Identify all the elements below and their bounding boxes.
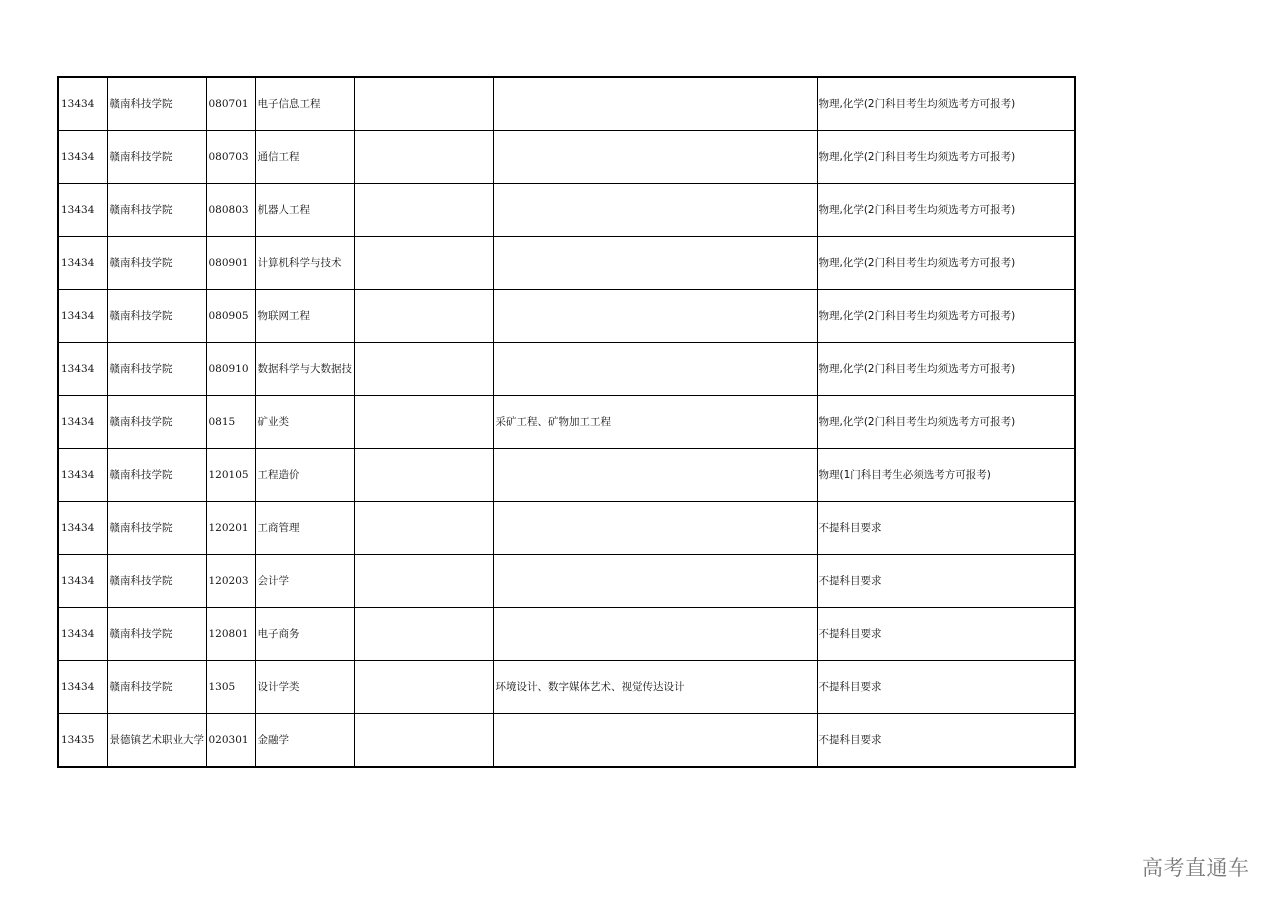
- school-name-cell: 赣南科技学院: [107, 502, 206, 555]
- major-name-cell: 设计学类: [255, 661, 354, 714]
- major-name-cell: 矿业类: [255, 396, 354, 449]
- table-row: [58, 290, 1075, 343]
- table-row: [58, 343, 1075, 396]
- included-majors-cell: [493, 714, 817, 768]
- school-code-cell: 13434: [58, 555, 107, 608]
- school-code-cell: 13434: [58, 184, 107, 237]
- major-code-cell: 120105: [206, 449, 255, 502]
- table-row: [58, 502, 1075, 555]
- major-name-cell: 电子信息工程: [255, 77, 354, 131]
- school-code-cell: 13434: [58, 661, 107, 714]
- note-cell: [354, 555, 493, 608]
- school-name-cell: 赣南科技学院: [107, 449, 206, 502]
- included-majors-cell: [493, 184, 817, 237]
- school-name-cell: 赣南科技学院: [107, 661, 206, 714]
- major-code-cell: 080901: [206, 237, 255, 290]
- major-code-cell: 120201: [206, 502, 255, 555]
- table-row: [58, 396, 1075, 449]
- school-code-cell: 13434: [58, 343, 107, 396]
- subject-requirement-cell: 不提科目要求: [817, 502, 1075, 555]
- school-name-cell: 赣南科技学院: [107, 555, 206, 608]
- note-cell: [354, 502, 493, 555]
- subject-requirement-cell: 物理,化学(2门科目考生均须选考方可报考): [817, 237, 1075, 290]
- note-cell: [354, 608, 493, 661]
- major-name-cell: 金融学: [255, 714, 354, 768]
- subject-requirement-cell: 不提科目要求: [817, 608, 1075, 661]
- major-code-cell: 080701: [206, 77, 255, 131]
- watermark: 高考直通车: [1142, 856, 1250, 880]
- major-name-cell: 物联网工程: [255, 290, 354, 343]
- table-row: [58, 449, 1075, 502]
- note-cell: [354, 131, 493, 184]
- included-majors-cell: [493, 502, 817, 555]
- school-code-cell: 13434: [58, 396, 107, 449]
- school-name-cell: 景德镇艺术职业大学: [107, 714, 206, 768]
- table-row: [58, 237, 1075, 290]
- school-name-cell: 赣南科技学院: [107, 396, 206, 449]
- major-code-cell: 120801: [206, 608, 255, 661]
- school-name-cell: 赣南科技学院: [107, 77, 206, 131]
- subject-requirement-cell: 物理,化学(2门科目考生均须选考方可报考): [817, 77, 1075, 131]
- major-name-cell: 会计学: [255, 555, 354, 608]
- table-row: [58, 184, 1075, 237]
- table-row: [58, 661, 1075, 714]
- major-name-cell: 机器人工程: [255, 184, 354, 237]
- school-code-cell: 13435: [58, 714, 107, 768]
- table-row: [58, 131, 1075, 184]
- major-code-cell: 080803: [206, 184, 255, 237]
- subject-requirement-cell: 不提科目要求: [817, 714, 1075, 768]
- subject-requirement-cell: 不提科目要求: [817, 661, 1075, 714]
- major-code-cell: 080905: [206, 290, 255, 343]
- school-code-cell: 13434: [58, 608, 107, 661]
- school-code-cell: 13434: [58, 502, 107, 555]
- table-row: [58, 608, 1075, 661]
- major-code-cell: 0815: [206, 396, 255, 449]
- subject-requirement-cell: 物理,化学(2门科目考生均须选考方可报考): [817, 290, 1075, 343]
- included-majors-cell: 采矿工程、矿物加工工程: [493, 396, 817, 449]
- included-majors-cell: [493, 608, 817, 661]
- subject-requirement-cell: 物理,化学(2门科目考生均须选考方可报考): [817, 343, 1075, 396]
- note-cell: [354, 343, 493, 396]
- subject-requirement-cell: 物理,化学(2门科目考生均须选考方可报考): [817, 131, 1075, 184]
- included-majors-cell: [493, 449, 817, 502]
- included-majors-cell: [493, 131, 817, 184]
- school-name-cell: 赣南科技学院: [107, 131, 206, 184]
- subject-requirements-table: [57, 76, 1076, 768]
- note-cell: [354, 290, 493, 343]
- school-name-cell: 赣南科技学院: [107, 290, 206, 343]
- major-code-cell: 120203: [206, 555, 255, 608]
- table-row: [58, 714, 1075, 768]
- included-majors-cell: [493, 237, 817, 290]
- major-code-cell: 080703: [206, 131, 255, 184]
- included-majors-cell: [493, 555, 817, 608]
- table-row: [58, 77, 1075, 131]
- school-name-cell: 赣南科技学院: [107, 608, 206, 661]
- school-code-cell: 13434: [58, 290, 107, 343]
- note-cell: [354, 237, 493, 290]
- major-name-cell: 电子商务: [255, 608, 354, 661]
- major-code-cell: 1305: [206, 661, 255, 714]
- school-code-cell: 13434: [58, 449, 107, 502]
- subject-requirement-cell: 不提科目要求: [817, 555, 1075, 608]
- major-name-cell: 计算机科学与技术: [255, 237, 354, 290]
- note-cell: [354, 661, 493, 714]
- note-cell: [354, 449, 493, 502]
- subject-requirement-cell: 物理,化学(2门科目考生均须选考方可报考): [817, 184, 1075, 237]
- school-code-cell: 13434: [58, 237, 107, 290]
- table-row: [58, 555, 1075, 608]
- school-code-cell: 13434: [58, 77, 107, 131]
- included-majors-cell: [493, 290, 817, 343]
- subject-requirement-cell: 物理,化学(2门科目考生均须选考方可报考): [817, 396, 1075, 449]
- school-name-cell: 赣南科技学院: [107, 343, 206, 396]
- table-body: [58, 77, 1075, 767]
- school-name-cell: 赣南科技学院: [107, 184, 206, 237]
- note-cell: [354, 714, 493, 768]
- included-majors-cell: [493, 77, 817, 131]
- major-name-cell: 工程造价: [255, 449, 354, 502]
- included-majors-cell: [493, 343, 817, 396]
- note-cell: [354, 396, 493, 449]
- subject-requirement-cell: 物理(1门科目考生必须选考方可报考): [817, 449, 1075, 502]
- major-name-cell: 通信工程: [255, 131, 354, 184]
- included-majors-cell: 环境设计、数字媒体艺术、视觉传达设计: [493, 661, 817, 714]
- school-code-cell: 13434: [58, 131, 107, 184]
- school-name-cell: 赣南科技学院: [107, 237, 206, 290]
- major-code-cell: 020301: [206, 714, 255, 768]
- note-cell: [354, 184, 493, 237]
- major-name-cell: 数据科学与大数据技: [255, 343, 354, 396]
- major-name-cell: 工商管理: [255, 502, 354, 555]
- major-code-cell: 080910: [206, 343, 255, 396]
- note-cell: [354, 77, 493, 131]
